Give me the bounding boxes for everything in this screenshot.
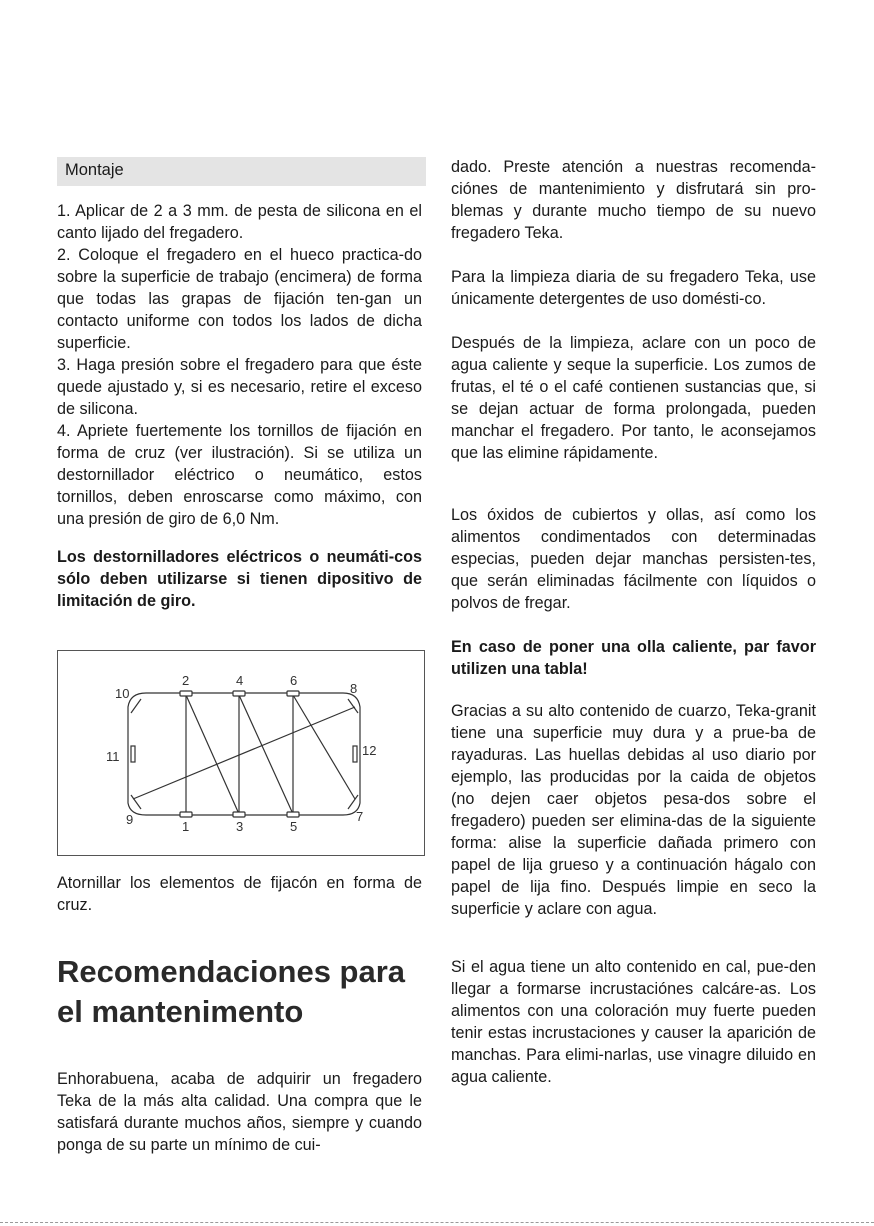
- step-2: 2. Coloque el fregadero en el hueco practica-do sobre la superficie de trabajo (encimera) de forma que todas las grapas de fijación ten-gan un contacto uniforme con todos los lados de dicha superficie.: [57, 246, 422, 352]
- paragraph-quartz: Gracias a su alto contenido de cuarzo, Teka-granit tiene una superficie muy dura y a prue-ba de rayaduras. Las huellas debidas al uso diario por ejemplo, las producidas por la caida de objetos (no dejen caer objetos pesa-dos sobre el fregadero) pueden ser elimina-das de la siguiente forma: alise la superficie dañada primero con papel de lija grueso y a continuación hágalo con papel de lija fino. Después limpie en seco la superficie y aclare con agua.: [451, 702, 816, 918]
- screw-tightening-diagram: [57, 650, 425, 856]
- paragraph-limescale: Si el agua tiene un alto contenido en cal, pue-den llegar a formarse incrustaciónes calcáre-as. Los alimentos con una coloración muy fuerte pueden tenir estas incrustaciones y causer la aparición de manchas. Para elimi-narlas, use vinagre diluido en agua caliente.: [451, 958, 816, 1086]
- sink-outline-diagram: [58, 651, 424, 855]
- step-1: 1. Aplicar de 2 a 3 mm. de pesta de silicona en el canto lijado del fregadero.: [57, 202, 422, 242]
- label-1: 1: [182, 819, 190, 834]
- page-heading: Recomendaciones para el mantenimento: [57, 954, 406, 1029]
- hot-pot-warning: En caso de poner una olla caliente, par favor utilizen una tabla!: [451, 638, 816, 678]
- label-4: 4: [236, 673, 244, 688]
- step-3: 3. Haga presión sobre el fregadero para que éste quede ajustado y, si es necesario, retire el exceso de silicona.: [57, 356, 422, 418]
- label-3: 3: [236, 819, 244, 834]
- paragraph-oxides: Los óxidos de cubiertos y ollas, así como los alimentos condimentados con determinadas especias, pueden dejar manchas persisten-tes, que serán eliminadas fácilmente con líquidos o polvos de fregar.: [451, 506, 816, 612]
- paragraph-daily-cleaning: Para la limpieza diaria de su fregadero Teka, use únicamente detergentes de uso domésti-co.: [451, 268, 816, 308]
- label-9: 9: [126, 812, 134, 827]
- label-10: 10: [115, 686, 130, 701]
- label-8: 8: [350, 681, 358, 696]
- paragraph-continuation: dado. Preste atención a nuestras recomenda-ciónes de mantenimiento y disfrutará sin pro-blemas y durante mucho tiempo de su nuevo fregadero Teka.: [451, 158, 816, 242]
- label-2: 2: [182, 673, 190, 688]
- label-12: 12: [362, 743, 377, 758]
- label-6: 6: [290, 673, 298, 688]
- step-4: 4. Apriete fuertemente los tornillos de fijación en forma de cruz (ver ilustración). Si se utiliza un destornillador eléctrico o neumático, estos tornillos, deben enroscarse como máximo, con una presión de giro de 6,0 Nm.: [57, 422, 422, 528]
- warning-text: Los destornilladores eléctricos o neumáti-cos sólo deben utilizarse si tienen dipositivo de limitación de giro.: [57, 548, 422, 610]
- intro-paragraph: Enhorabuena, acaba de adquirir un fregadero Teka de la más alta calidad. Una compra que le satisfará durante muchos años, siempre y cuando ponga de su parte un mínimo de cui-: [57, 1070, 422, 1154]
- label-11: 11: [106, 749, 120, 764]
- section-title: Montaje: [65, 161, 124, 179]
- section-header-montaje: [57, 157, 426, 186]
- sink-outline: [128, 693, 360, 815]
- page-bottom-rule: [0, 1222, 874, 1223]
- paragraph-after-cleaning: Después de la limpieza, aclare con un poco de agua caliente y seque la superficie. Los zumos de frutas, el té o el café contienen sustancias que, si se dejan actuar de forma prolongada, pueden manchar el fregadero. Por tanto, le aconsejamos que las elimine rápidamente.: [451, 334, 816, 462]
- label-5: 5: [290, 819, 298, 834]
- label-7: 7: [356, 809, 364, 824]
- figure-caption: Atornillar los elementos de fijacón en forma de cruz.: [57, 874, 422, 914]
